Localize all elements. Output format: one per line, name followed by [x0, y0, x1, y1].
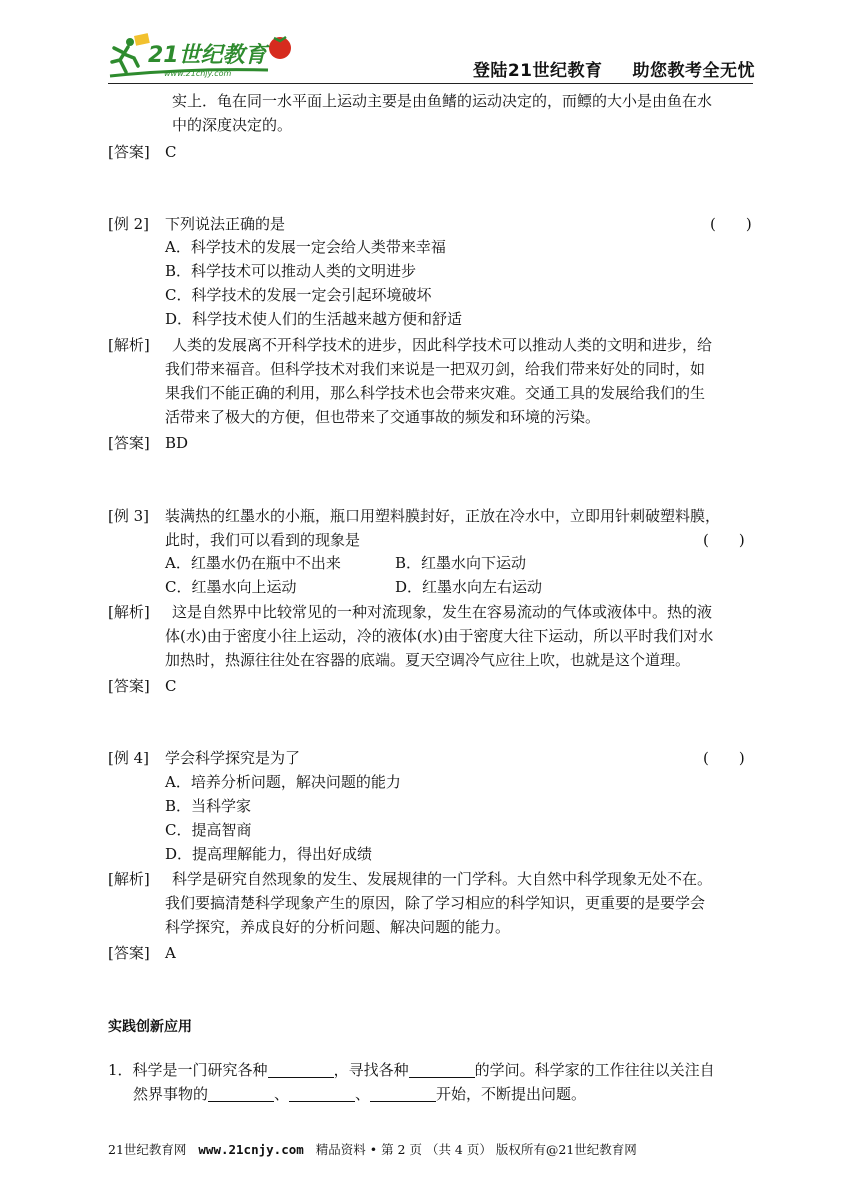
- answer-tag: [答案]: [108, 143, 150, 161]
- question-1-line-2: [133, 1083, 586, 1105]
- separator: 、: [355, 1085, 371, 1103]
- analysis-line: 活带来了极大的方便，但也带来了交通事故的频发和环境的污染。: [165, 408, 601, 426]
- analysis-line: 科学探究，养成良好的分析问题、解决问题的能力。: [165, 918, 511, 936]
- answer-value: C: [165, 143, 177, 161]
- header-divider: [108, 83, 753, 84]
- question-text: 然界事物的: [133, 1085, 209, 1103]
- analysis-tag: [解析]: [108, 603, 150, 621]
- option-a: A．培养分析问题，解决问题的能力: [165, 773, 401, 791]
- analysis-line: 加热时，热源往往处在容器的底端。夏天空调冷气应往上吹，也就是这个道理。: [165, 651, 691, 669]
- answer-value: BD: [165, 434, 189, 452]
- fill-blank[interactable]: [289, 1086, 355, 1102]
- header-slogan: [473, 56, 755, 81]
- example-tag: [例 3]: [108, 507, 150, 525]
- answer-tag: [答案]: [108, 434, 150, 452]
- analysis-tag: [解析]: [108, 870, 150, 888]
- answer-tag: [答案]: [108, 944, 150, 962]
- fill-blank[interactable]: [268, 1062, 334, 1078]
- option-a: A．科学技术的发展一定会给人类带来幸福: [165, 238, 446, 256]
- option-b: B．红墨水向下运动: [395, 554, 527, 572]
- option-c: C．科学技术的发展一定会引起环境破坏: [165, 286, 432, 304]
- logo-url: www.21cnjy.com: [164, 69, 232, 78]
- analysis-line: 果我们不能正确的利用，那么科学技术也会带来灾难。交通工具的发展给我们的生: [165, 384, 706, 402]
- answer-paren: ( ): [710, 215, 752, 233]
- question-text: 的学问。科学家的工作往往以关注自: [474, 1061, 715, 1079]
- example-tag: [例 4]: [108, 749, 150, 767]
- analysis-line: 科学是研究自然现象的发生、发展规律的一门学科。大自然中科学现象无处不在。: [172, 870, 713, 888]
- question-number: 1．: [108, 1061, 133, 1079]
- example-question: 此时，我们可以看到的现象是: [165, 531, 361, 549]
- option-a: A．红墨水仍在瓶中不出来: [165, 554, 341, 572]
- answer-value: C: [165, 677, 177, 695]
- example-question: 学会科学探究是为了: [165, 749, 301, 767]
- prev-analysis-line: 中的深度决定的。: [172, 116, 293, 134]
- logo-graphic: [108, 32, 308, 82]
- example-tag: [例 2]: [108, 215, 150, 233]
- footer-site: 21世纪教育网: [108, 1142, 187, 1157]
- option-d: D．科学技术使人们的生活越来越方便和舒适: [165, 310, 463, 328]
- separator: 、: [274, 1085, 290, 1103]
- fill-blank[interactable]: [409, 1062, 475, 1078]
- option-d: D．提高理解能力，得出好成绩: [165, 845, 373, 863]
- answer-paren: ( ): [703, 749, 745, 767]
- analysis-line: 人类的发展离不开科学技术的进步，因此科学技术可以推动人类的文明和进步，给: [172, 336, 713, 354]
- question-text: ，寻找各种: [333, 1061, 409, 1079]
- example-question: 下列说法正确的是: [165, 215, 286, 233]
- prev-analysis-line: 实上．龟在同一水平面上运动主要是由鱼鳍的运动决定的，而鳔的大小是由鱼在水: [172, 92, 713, 110]
- analysis-tag: [解析]: [108, 336, 150, 354]
- analysis-line: 我们要搞清楚科学现象产生的原因，除了学习相应的科学知识，更重要的是要学会: [165, 894, 706, 912]
- answer-tag: [答案]: [108, 677, 150, 695]
- site-logo: [108, 32, 308, 82]
- footer-meta: 精品资料 • 第 2 页 （共 4 页） 版权所有@21世纪教育网: [315, 1142, 637, 1157]
- analysis-line: 体(水)由于密度小往上运动，冷的液体(水)由于密度大往下运动，所以平时我们对水: [165, 627, 714, 645]
- option-d: D．红墨水向左右运动: [395, 578, 543, 596]
- logo-text: 21世纪教育: [148, 43, 267, 68]
- analysis-line: 这是自然界中比较常见的一种对流现象，发生在容易流动的气体或液体中。热的液: [172, 603, 713, 621]
- question-1-line-1: [108, 1059, 715, 1081]
- analysis-line: 我们带来福音。但科学技术对我们来说是一把双刃剑，给我们带来好处的同时，如: [165, 360, 706, 378]
- answer-value: A: [165, 944, 176, 962]
- header-title: 登陆21世纪教育: [472, 61, 603, 81]
- example-question: 装满热的红墨水的小瓶，瓶口用塑料膜封好，正放在冷水中，立即用针刺破塑料膜，: [165, 507, 721, 525]
- header-slogan-text: 助您教考全无忧: [632, 61, 755, 81]
- option-c: C．提高智商: [165, 821, 252, 839]
- option-b: B．当科学家: [165, 797, 252, 815]
- footer-url-link[interactable]: www.21cnjy.com: [198, 1142, 304, 1157]
- section-title: 实践创新应用: [108, 1019, 192, 1035]
- fill-blank[interactable]: [370, 1086, 436, 1102]
- fill-blank[interactable]: [208, 1086, 274, 1102]
- page-footer: [108, 1140, 637, 1158]
- question-text: 开始，不断提出问题。: [436, 1085, 587, 1103]
- option-c: C．红墨水向上运动: [165, 578, 297, 596]
- answer-paren: ( ): [703, 531, 745, 549]
- question-text: 科学是一门研究各种: [132, 1061, 268, 1079]
- option-b: B．科学技术可以推动人类的文明进步: [165, 262, 417, 280]
